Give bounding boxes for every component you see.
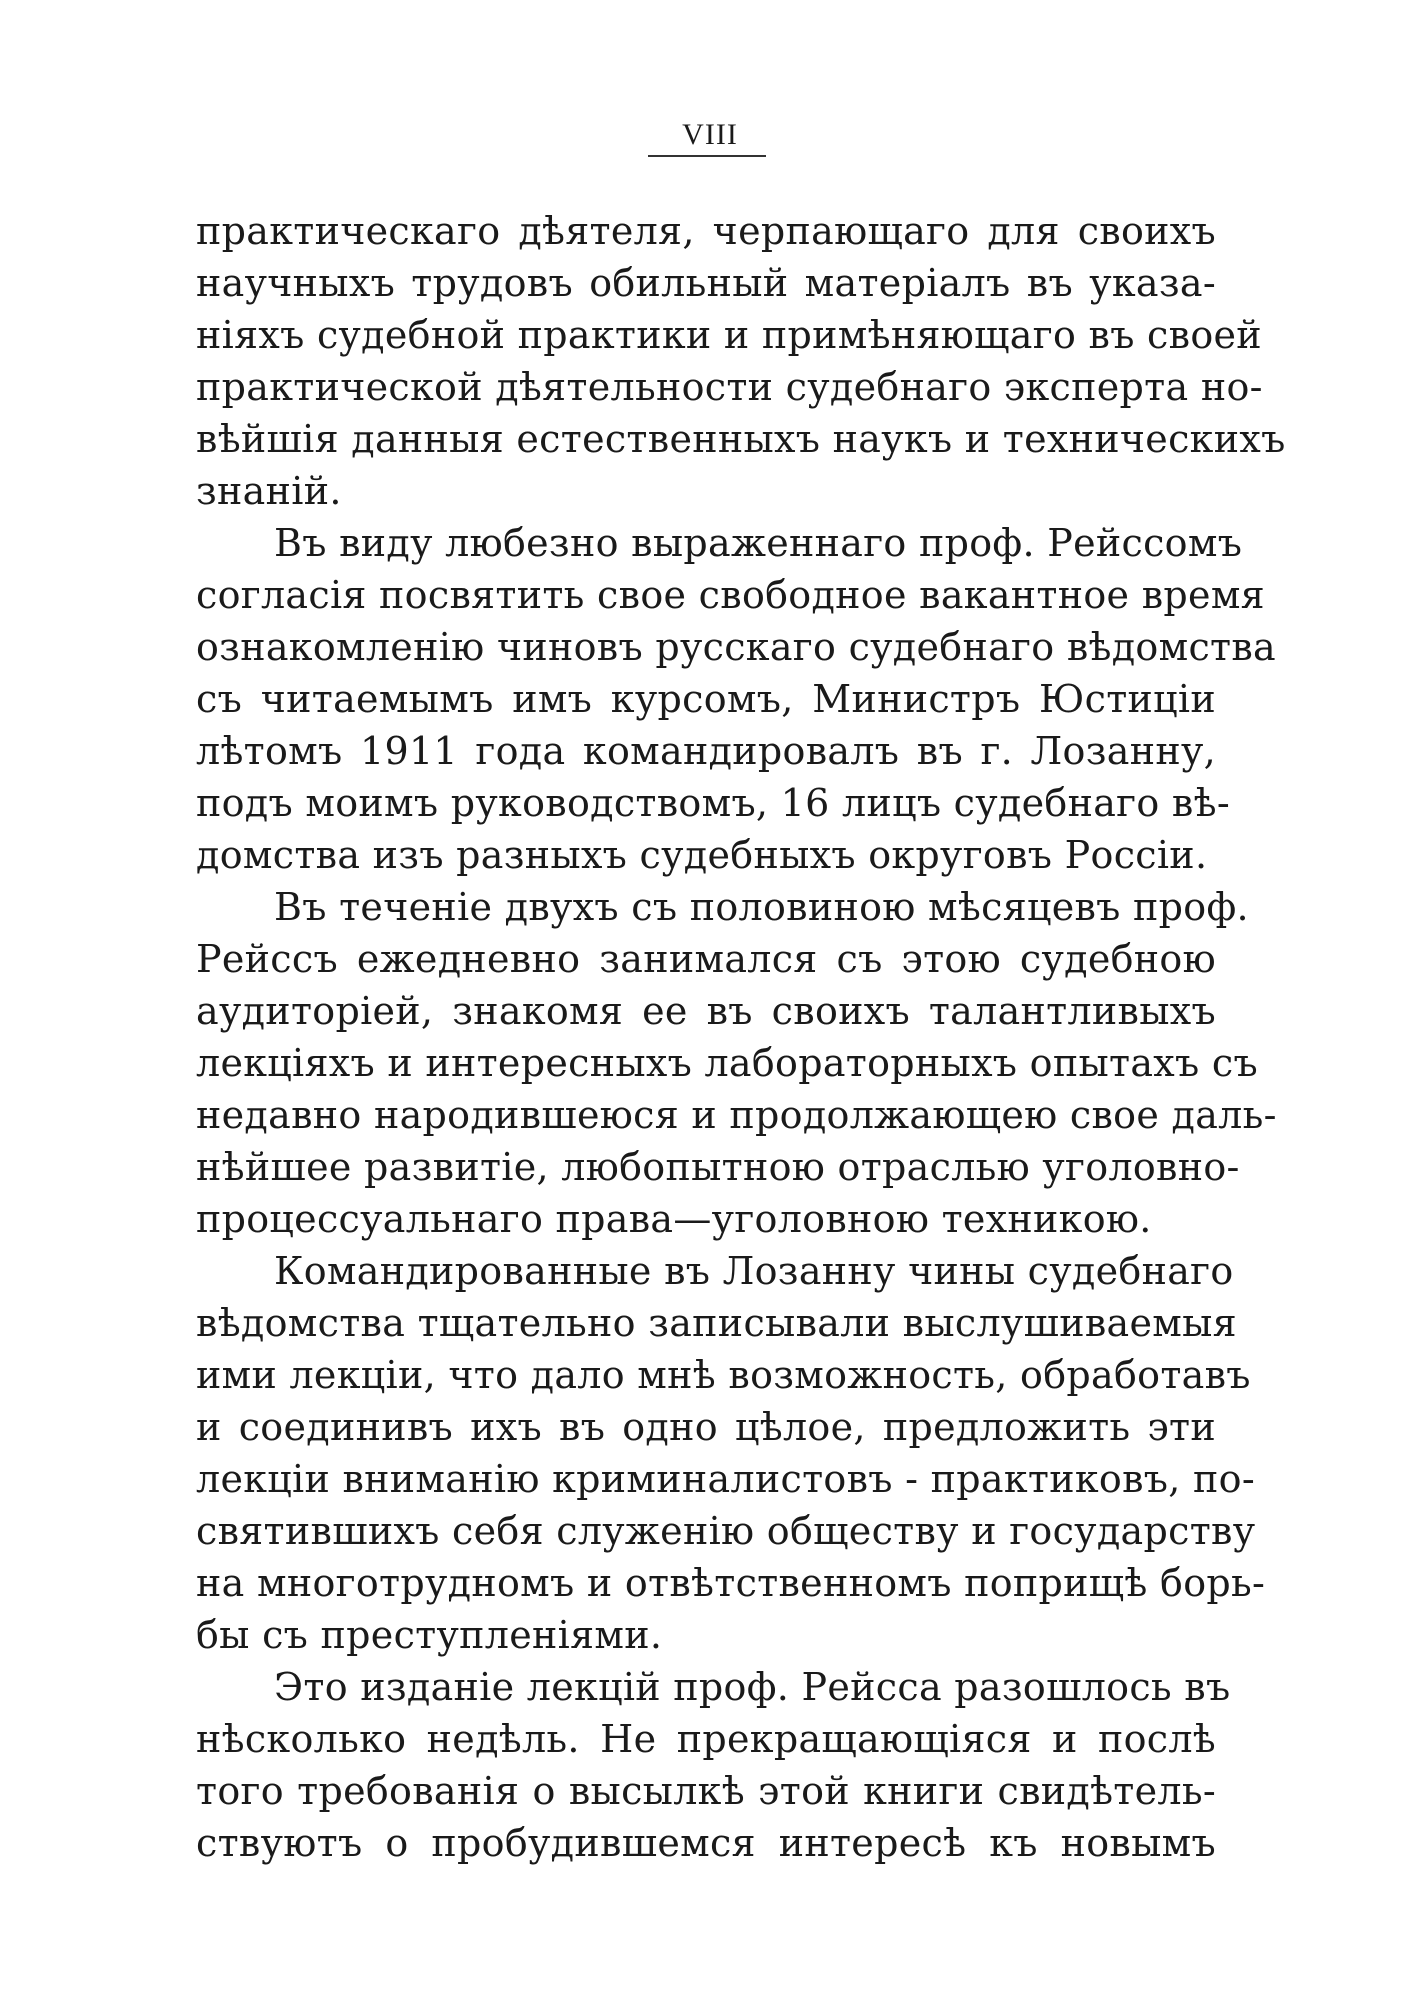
body-text: [196, 205, 1286, 1869]
text-line: лекціяхъ и интересныхъ лабораторныхъ опытахъ съ: [196, 1041, 1258, 1085]
text-line: ствуютъ о пробудившемся интересѣ къ новымъ: [196, 1821, 1216, 1865]
page-number-rule: [648, 155, 766, 157]
paragraph-1: [196, 205, 1286, 517]
text-line: научныхъ трудовъ обильный матеріалъ въ указа-: [196, 261, 1216, 305]
text-line: процессуальнаго права—уголовною техникою.: [196, 1197, 1152, 1241]
text-line: лѣтомъ 1911 года командировалъ въ г. Лозанну,: [196, 729, 1216, 773]
text-line: Рейссъ ежедневно занимался съ этою судебною: [196, 937, 1216, 981]
text-line: Командированные въ Лозанну чины судебнаго: [274, 1249, 1234, 1293]
text-line: подъ моимъ руководствомъ, 16 лицъ судебнаго вѣ-: [196, 781, 1230, 825]
text-line: на многотрудномъ и отвѣтственномъ поприщѣ борь-: [196, 1561, 1266, 1605]
text-line: ими лекціи, что дало мнѣ возможность, обработавъ: [196, 1353, 1251, 1397]
text-line: аудиторіей, знакомя ее въ своихъ талантливыхъ: [196, 989, 1216, 1033]
text-line: ознакомленію чиновъ русскаго судебнаго вѣдомства: [196, 625, 1277, 669]
paragraph-5: [196, 1661, 1231, 1869]
text-line: вѣдомства тщательно записывали выслушиваемыя: [196, 1301, 1237, 1345]
text-line: съ читаемымъ имъ курсомъ, Министръ Юстиціи: [196, 677, 1216, 721]
text-line: нѣйшее развитіе, любопытною отраслью уголовно-: [196, 1145, 1240, 1189]
text-line: того требованія о высылкѣ этой книги свидѣтель-: [196, 1769, 1216, 1813]
text-line: Въ теченіе двухъ съ половиною мѣсяцевъ проф.: [274, 885, 1249, 929]
text-line: нѣсколько недѣль. Не прекращающіяся и послѣ: [196, 1717, 1216, 1761]
paragraph-4: [196, 1245, 1266, 1661]
text-line: Это изданіе лекцій проф. Рейсса разошлось въ: [274, 1665, 1231, 1709]
text-line: практической дѣятельности судебнаго эксперта но-: [196, 365, 1263, 409]
text-line: практическаго дѣятеля, черпающаго для своихъ: [196, 209, 1216, 253]
text-line: лекціи вниманію криминалистовъ - практиковъ, по-: [196, 1457, 1255, 1501]
text-line: Въ виду любезно выраженнаго проф. Рейссомъ: [274, 521, 1243, 565]
page-number: VIII: [682, 118, 738, 151]
paragraph-3: [196, 881, 1277, 1245]
text-line: ніяхъ судебной практики и примѣняющаго въ своей: [196, 313, 1262, 357]
text-line: и соединивъ ихъ въ одно цѣлое, предложить эти: [196, 1405, 1216, 1449]
text-line: согласія посвятить свое свободное вакантное время: [196, 573, 1265, 617]
text-line: домства изъ разныхъ судебныхъ округовъ Россіи.: [196, 833, 1208, 877]
text-line: святившихъ себя служенію обществу и государству: [196, 1509, 1256, 1553]
text-line: бы съ преступленіями.: [196, 1613, 663, 1657]
text-line: вѣйшія данныя естественныхъ наукъ и техническихъ: [196, 417, 1286, 461]
text-line: недавно народившеюся и продолжающею свое даль-: [196, 1093, 1277, 1137]
paragraph-2: [196, 517, 1277, 881]
text-line: знаній.: [196, 469, 342, 513]
